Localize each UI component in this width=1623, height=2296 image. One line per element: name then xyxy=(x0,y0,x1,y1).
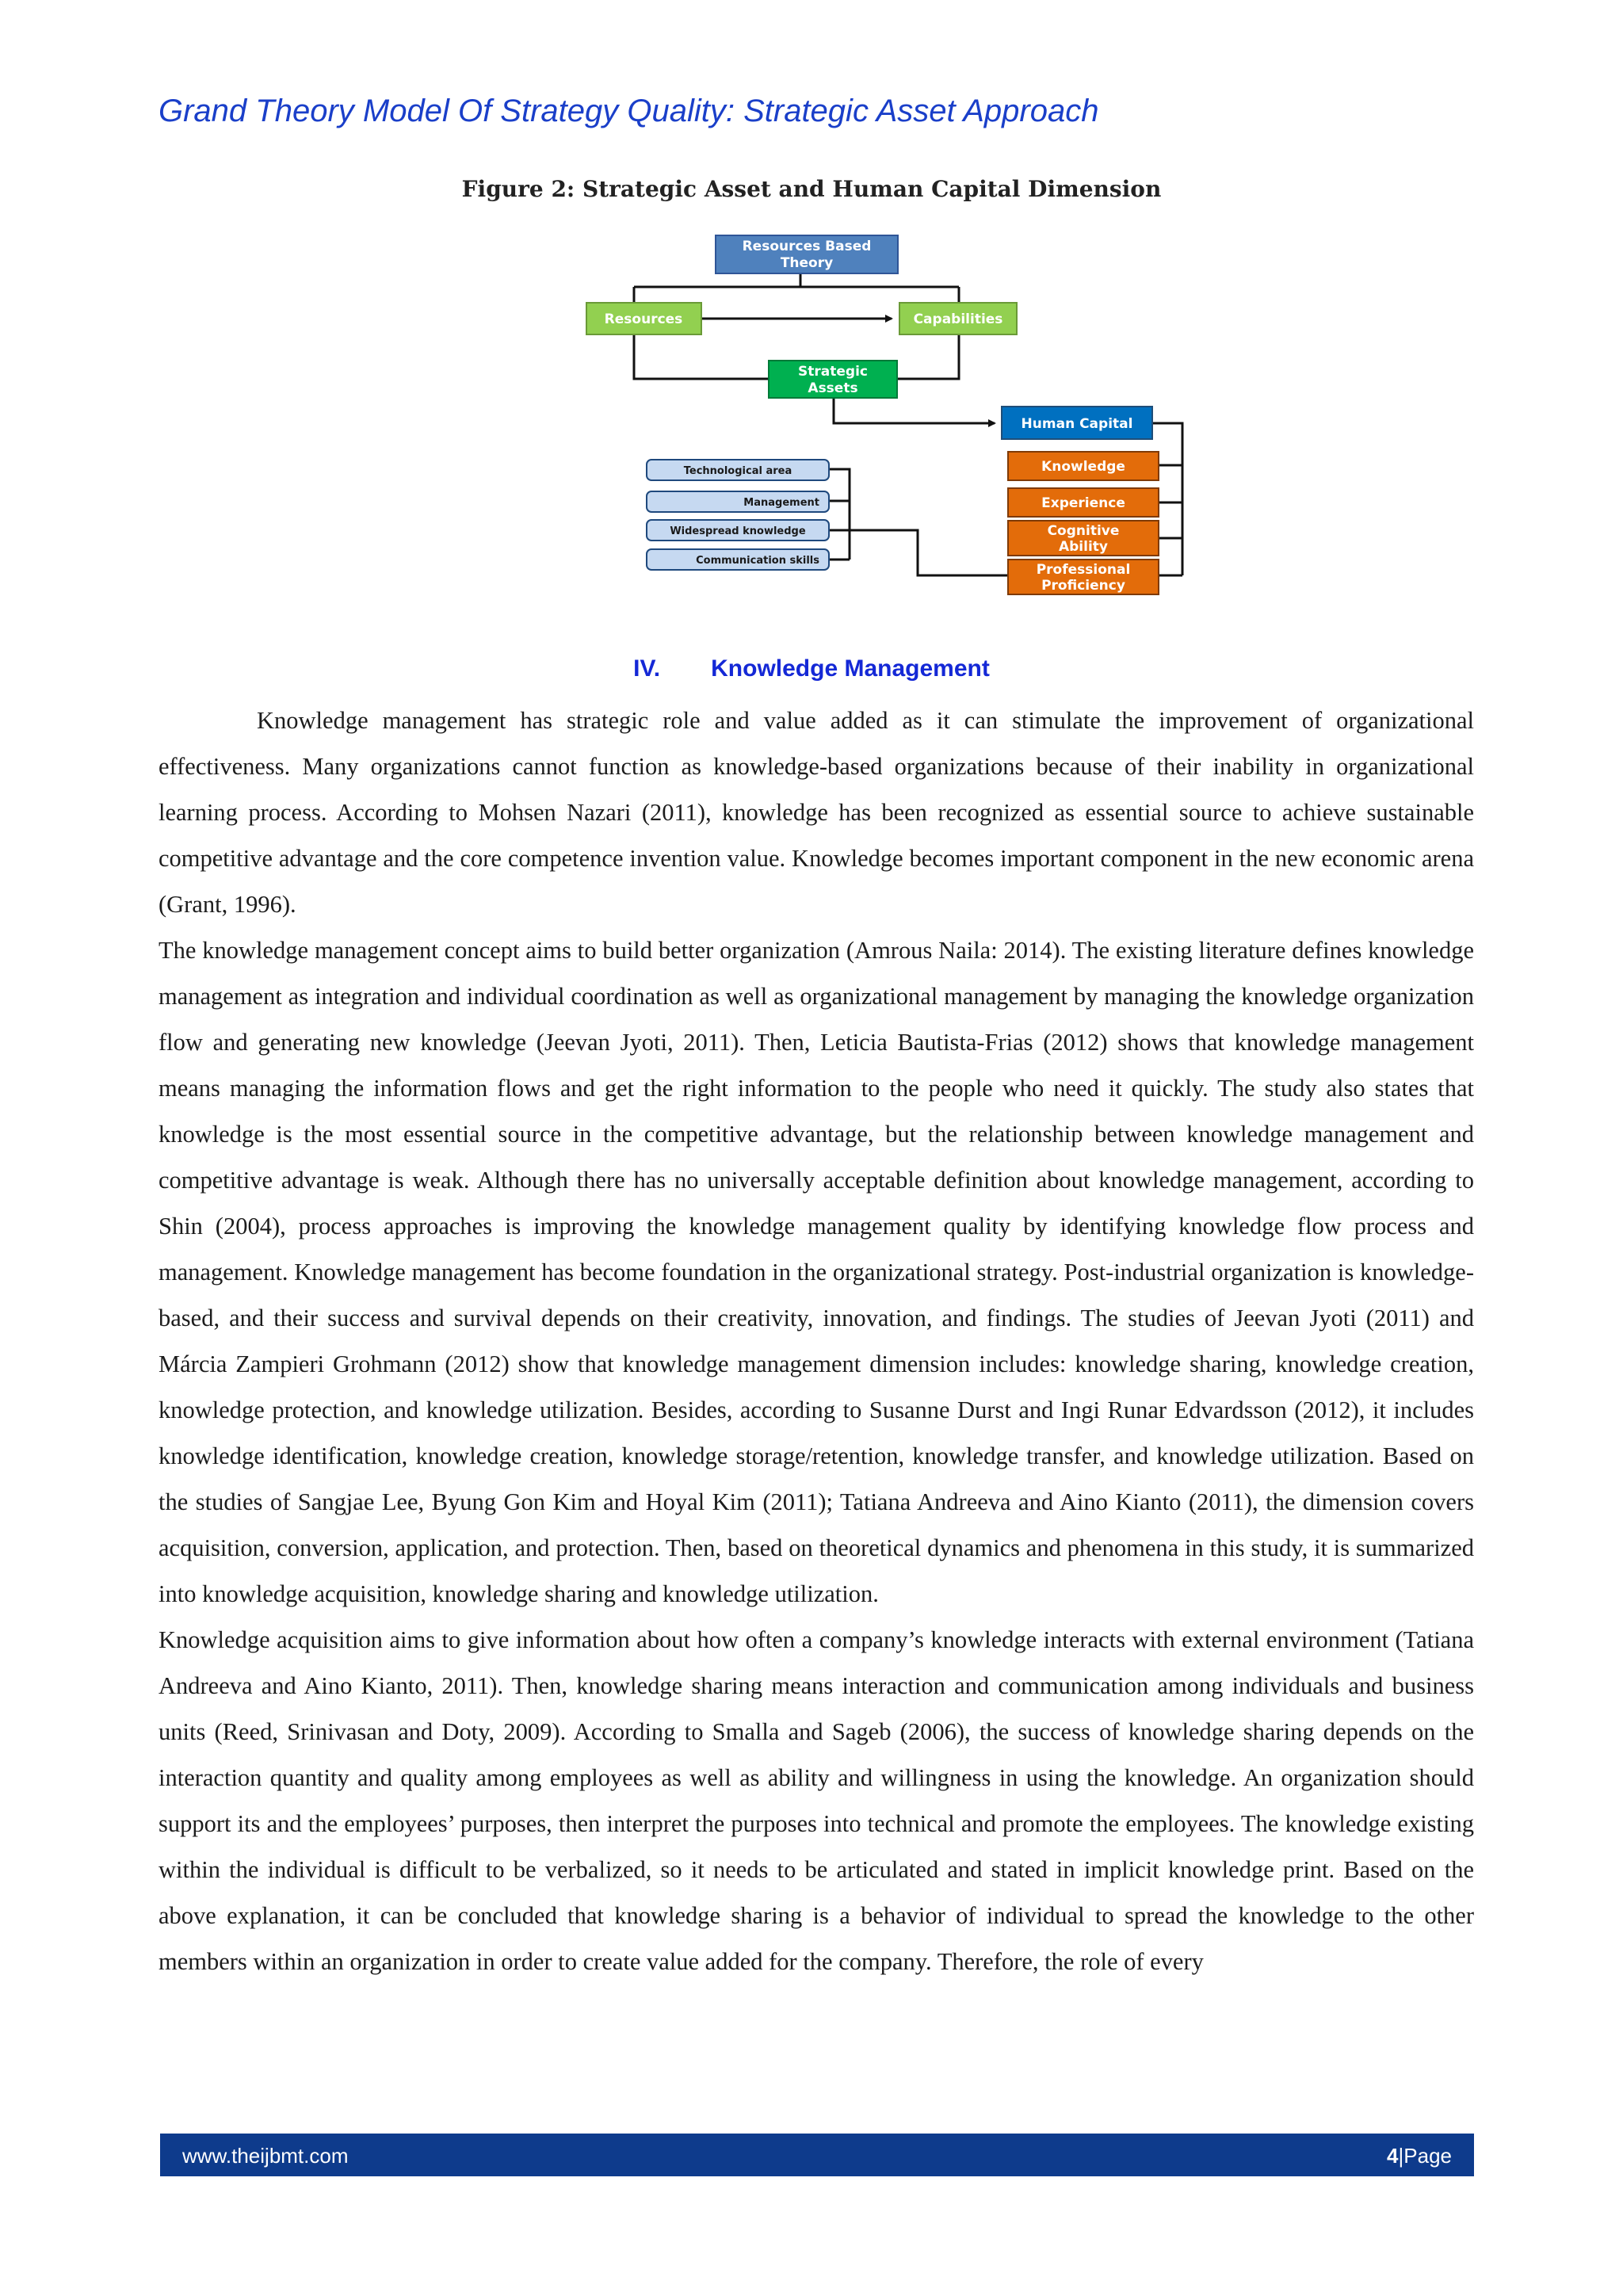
node-professional-proficiency xyxy=(1008,560,1159,594)
node-experience xyxy=(1008,488,1159,517)
page-number: 4 xyxy=(1387,2144,1399,2168)
svg-text:Resources Based: Resources Based xyxy=(742,239,872,254)
node-strategic-assets xyxy=(769,361,897,398)
footer-bar xyxy=(160,2134,1474,2176)
svg-text:Theory: Theory xyxy=(780,255,834,271)
footer-url[interactable]: www.theijbmt.com xyxy=(182,2144,349,2168)
pill-technological-area xyxy=(647,460,829,480)
svg-text:Strategic: Strategic xyxy=(798,364,868,380)
svg-text:Knowledge: Knowledge xyxy=(1041,459,1125,475)
paragraph-3: Knowledge acquisition aims to give information about how often a company’s knowledge interacts with external environment (Tatiana Andreeva and Aino Kianto, 2011). Then, knowledge sharing means interaction and communication among individuals and business units (Reed, Srinivasan and Doty, 2009). According to Smalla and Sageb (2006), the success of knowledge sharing depends on the interaction quantity and quality among employees as well as ability and willingness in using the knowledge. An organization should support its and the employees’ purposes, then interpret the purposes into technical and promote the employees. The knowledge existing within the individual is difficult to be verbalized, so it needs to be articulated and stated in implicit knowledge print. Based on the above explanation, it can be concluded that knowledge sharing is a behavior of individual to spread the knowledge to the other members within an organization in order to create value added for the company. Therefore, the role of every xyxy=(158,1626,1474,1975)
section-heading xyxy=(0,655,1623,682)
figure-caption: Figure 2: Strategic Asset and Human Capital Dimension xyxy=(461,176,1162,202)
section-title: Knowledge Management xyxy=(711,655,990,682)
svg-text:Widespread knowledge: Widespread knowledge xyxy=(670,525,806,537)
svg-text:Technological area: Technological area xyxy=(683,465,792,477)
paragraph-1: Knowledge management has strategic role and value added as it can stimulate the improvement of organizational effectiveness. Many organizations cannot function as knowledge-based organizations because of their inability in organizational learning process. According to Mohsen Nazari (2011), knowledge has been recognized as essential source to achieve sustainable competitive advantage and the core competence invention value. Knowledge becomes important component in the new economic arena (Grant, 1996). xyxy=(158,707,1474,918)
svg-text:Ability: Ability xyxy=(1058,539,1109,555)
footer-page: 4|Page xyxy=(1387,2144,1452,2168)
svg-text:Resources: Resources xyxy=(604,311,683,327)
svg-text:Capabilities: Capabilities xyxy=(913,311,1003,327)
svg-text:Human Capital: Human Capital xyxy=(1021,416,1133,432)
connector-rbt-tree xyxy=(634,273,959,303)
svg-text:Experience: Experience xyxy=(1041,495,1125,511)
svg-text:Professional: Professional xyxy=(1036,562,1131,578)
node-capabilities xyxy=(899,303,1017,334)
node-resources-based-theory xyxy=(716,235,898,273)
svg-text:Communication skills: Communication skills xyxy=(696,555,819,567)
connector-resources-to-strategic-assets xyxy=(634,334,769,379)
paragraph-2: The knowledge management concept aims to build better organization (Amrous Naila: 2014). The existing literature defines knowledge management as integration and individual coordination as well as organizational management by managing the knowledge organization flow and generating new knowledge (Jeevan Jyoti, 2011). Then, Leticia Bautista-Frias (2012) shows that knowledge management means managing the information flows and get the right information to the people who need it quickly. The study also states that knowledge is the most essential source in the competitive advantage, but the relationship between knowledge management and competitive advantage is weak. Although there has no universally acceptable definition about knowledge management, according to Shin (2004), process approaches is improving the knowledge management quality by identifying knowledge flow process and management. Knowledge management has become foundation in the organizational strategy. Post-industrial organization is knowledge-based, and their success and survival depends on their creativity, innovation, and findings. The studies of Jeevan Jyoti (2011) and Márcia Zampieri Grohmann (2012) show that knowledge management dimension includes: knowledge sharing, knowledge creation, knowledge protection, and knowledge utilization. Besides, according to Susanne Durst and Ingi Runar Edvardsson (2012), it includes knowledge identification, knowledge creation, knowledge storage/retention, knowledge transfer, and knowledge utilization. Based on the studies of Sangjae Lee, Byung Gon Kim and Hoyal Kim (2011); Tatiana Andreeva and Aino Kianto (2011), the dimension covers acquisition, conversion, application, and protection. Then, based on theoretical dynamics and phenomena in this study, it is summarized into knowledge acquisition, knowledge sharing and knowledge utilization. xyxy=(158,937,1474,1607)
connector-strategic-assets-to-human-capital xyxy=(834,398,995,423)
running-title: Grand Theory Model Of Strategy Quality: Strategic Asset Approach xyxy=(158,94,1099,128)
page-label: Page xyxy=(1403,2144,1452,2168)
connector-left-bracket xyxy=(829,469,850,560)
connector-capabilities-to-strategic-assets xyxy=(897,334,959,379)
svg-text:Proficiency: Proficiency xyxy=(1041,578,1125,594)
node-knowledge xyxy=(1008,452,1159,480)
body-text xyxy=(158,697,1474,1985)
connector-bracket-link xyxy=(850,530,1008,575)
node-human-capital xyxy=(1002,407,1152,439)
svg-text:Cognitive: Cognitive xyxy=(1047,523,1120,539)
svg-text:Assets: Assets xyxy=(808,380,858,396)
pill-management xyxy=(647,491,829,512)
node-cognitive-ability xyxy=(1008,521,1159,556)
pill-communication-skills xyxy=(647,549,829,570)
strategic-asset-diagram xyxy=(0,0,1623,634)
node-resources xyxy=(586,303,701,334)
pill-widespread-knowledge xyxy=(647,520,829,541)
svg-text:Management: Management xyxy=(743,497,819,509)
section-number: IV. xyxy=(633,655,661,682)
